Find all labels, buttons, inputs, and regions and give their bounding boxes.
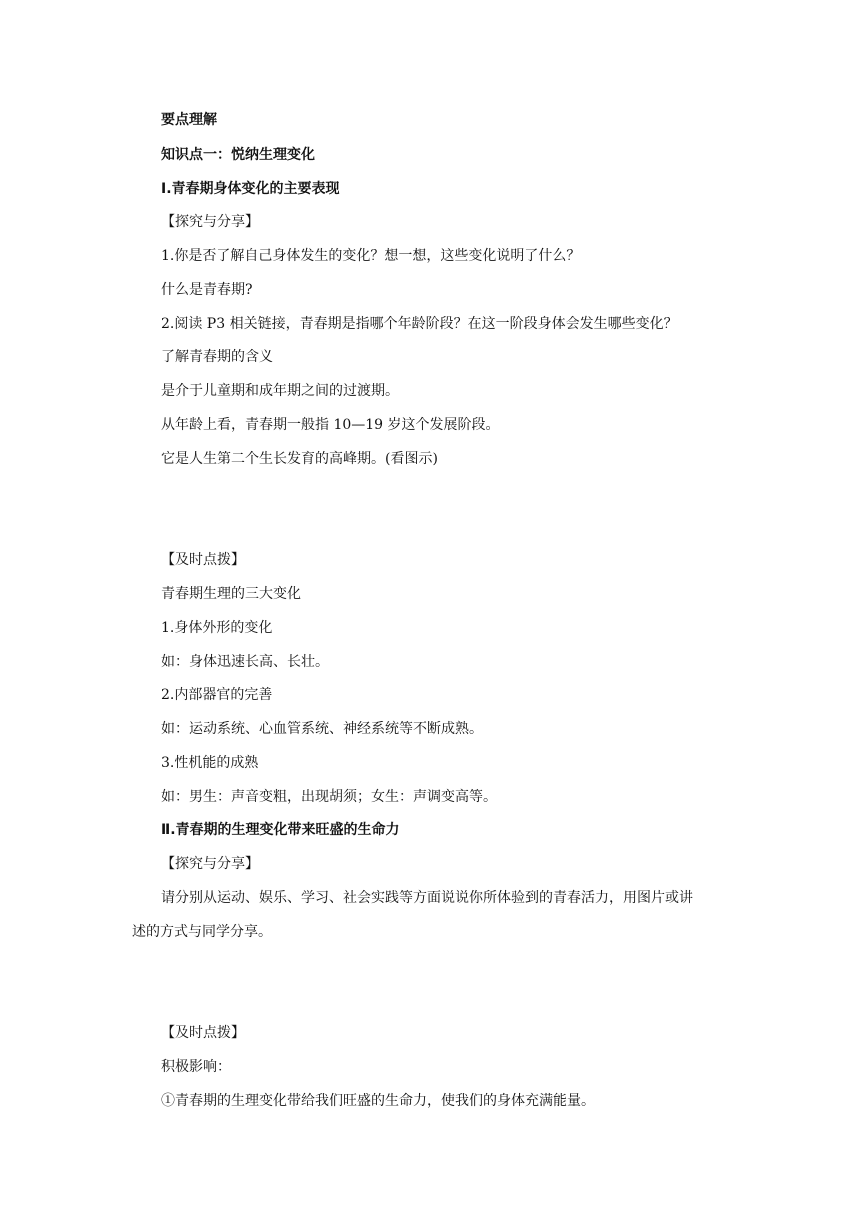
tip-tag: 【及时点拨】 <box>161 552 245 568</box>
section-heading: 要点理解 <box>161 112 217 128</box>
subsection-title: Ⅱ.青春期的生理变化带来旺盛的生命力 <box>161 822 400 838</box>
question-text: 1.你是否了解自己身体发生的变化？想一想，这些变化说明了什么？ <box>161 248 581 264</box>
list-item: 3.性机能的成熟 <box>161 755 259 771</box>
question-text: 什么是青春期? <box>161 282 253 298</box>
list-item: 1.身体外形的变化 <box>161 620 273 636</box>
activity-tag: 【探究与分享】 <box>161 856 259 872</box>
body-text: 从年龄上看，青春期一般指 10—19 岁这个发展阶段。 <box>161 417 500 433</box>
knowledge-point-title: 知识点一：悦纳生理变化 <box>161 147 315 163</box>
body-text: 积极影响： <box>161 1059 231 1075</box>
body-text: 如：运动系统、心血管系统、神经系统等不断成熟。 <box>161 721 483 737</box>
body-text: 如：男生：声音变粗，出现胡须；女生：声调变高等。 <box>161 789 497 805</box>
body-text: 是介于儿童期和成年期之间的过渡期。 <box>161 383 399 399</box>
activity-tag: 【探究与分享】 <box>161 214 259 230</box>
body-text: 它是人生第二个生长发育的高峰期。(看图示) <box>161 451 438 467</box>
question-text: 请分别从运动、娱乐、学习、社会实践等方面说说你所体验到的青春活力，用图片或讲 <box>161 890 693 906</box>
list-item: 2.内部器官的完善 <box>161 687 273 703</box>
question-text: 述的方式与同学分享。 <box>132 924 272 940</box>
tip-tag: 【及时点拨】 <box>161 1025 245 1041</box>
body-text: 青春期生理的三大变化 <box>161 586 301 602</box>
question-text: 2.阅读 P3 相关链接，青春期是指哪个年龄阶段？在这一阶段身体会发生哪些变化？ <box>161 316 678 332</box>
body-text: 如：身体迅速长高、长壮。 <box>161 654 329 670</box>
body-text: ①青春期的生理变化带给我们旺盛的生命力，使我们的身体充满能量。 <box>161 1093 595 1109</box>
body-text: 了解青春期的含义 <box>161 349 273 365</box>
subsection-title: Ⅰ.青春期身体变化的主要表现 <box>161 181 340 197</box>
